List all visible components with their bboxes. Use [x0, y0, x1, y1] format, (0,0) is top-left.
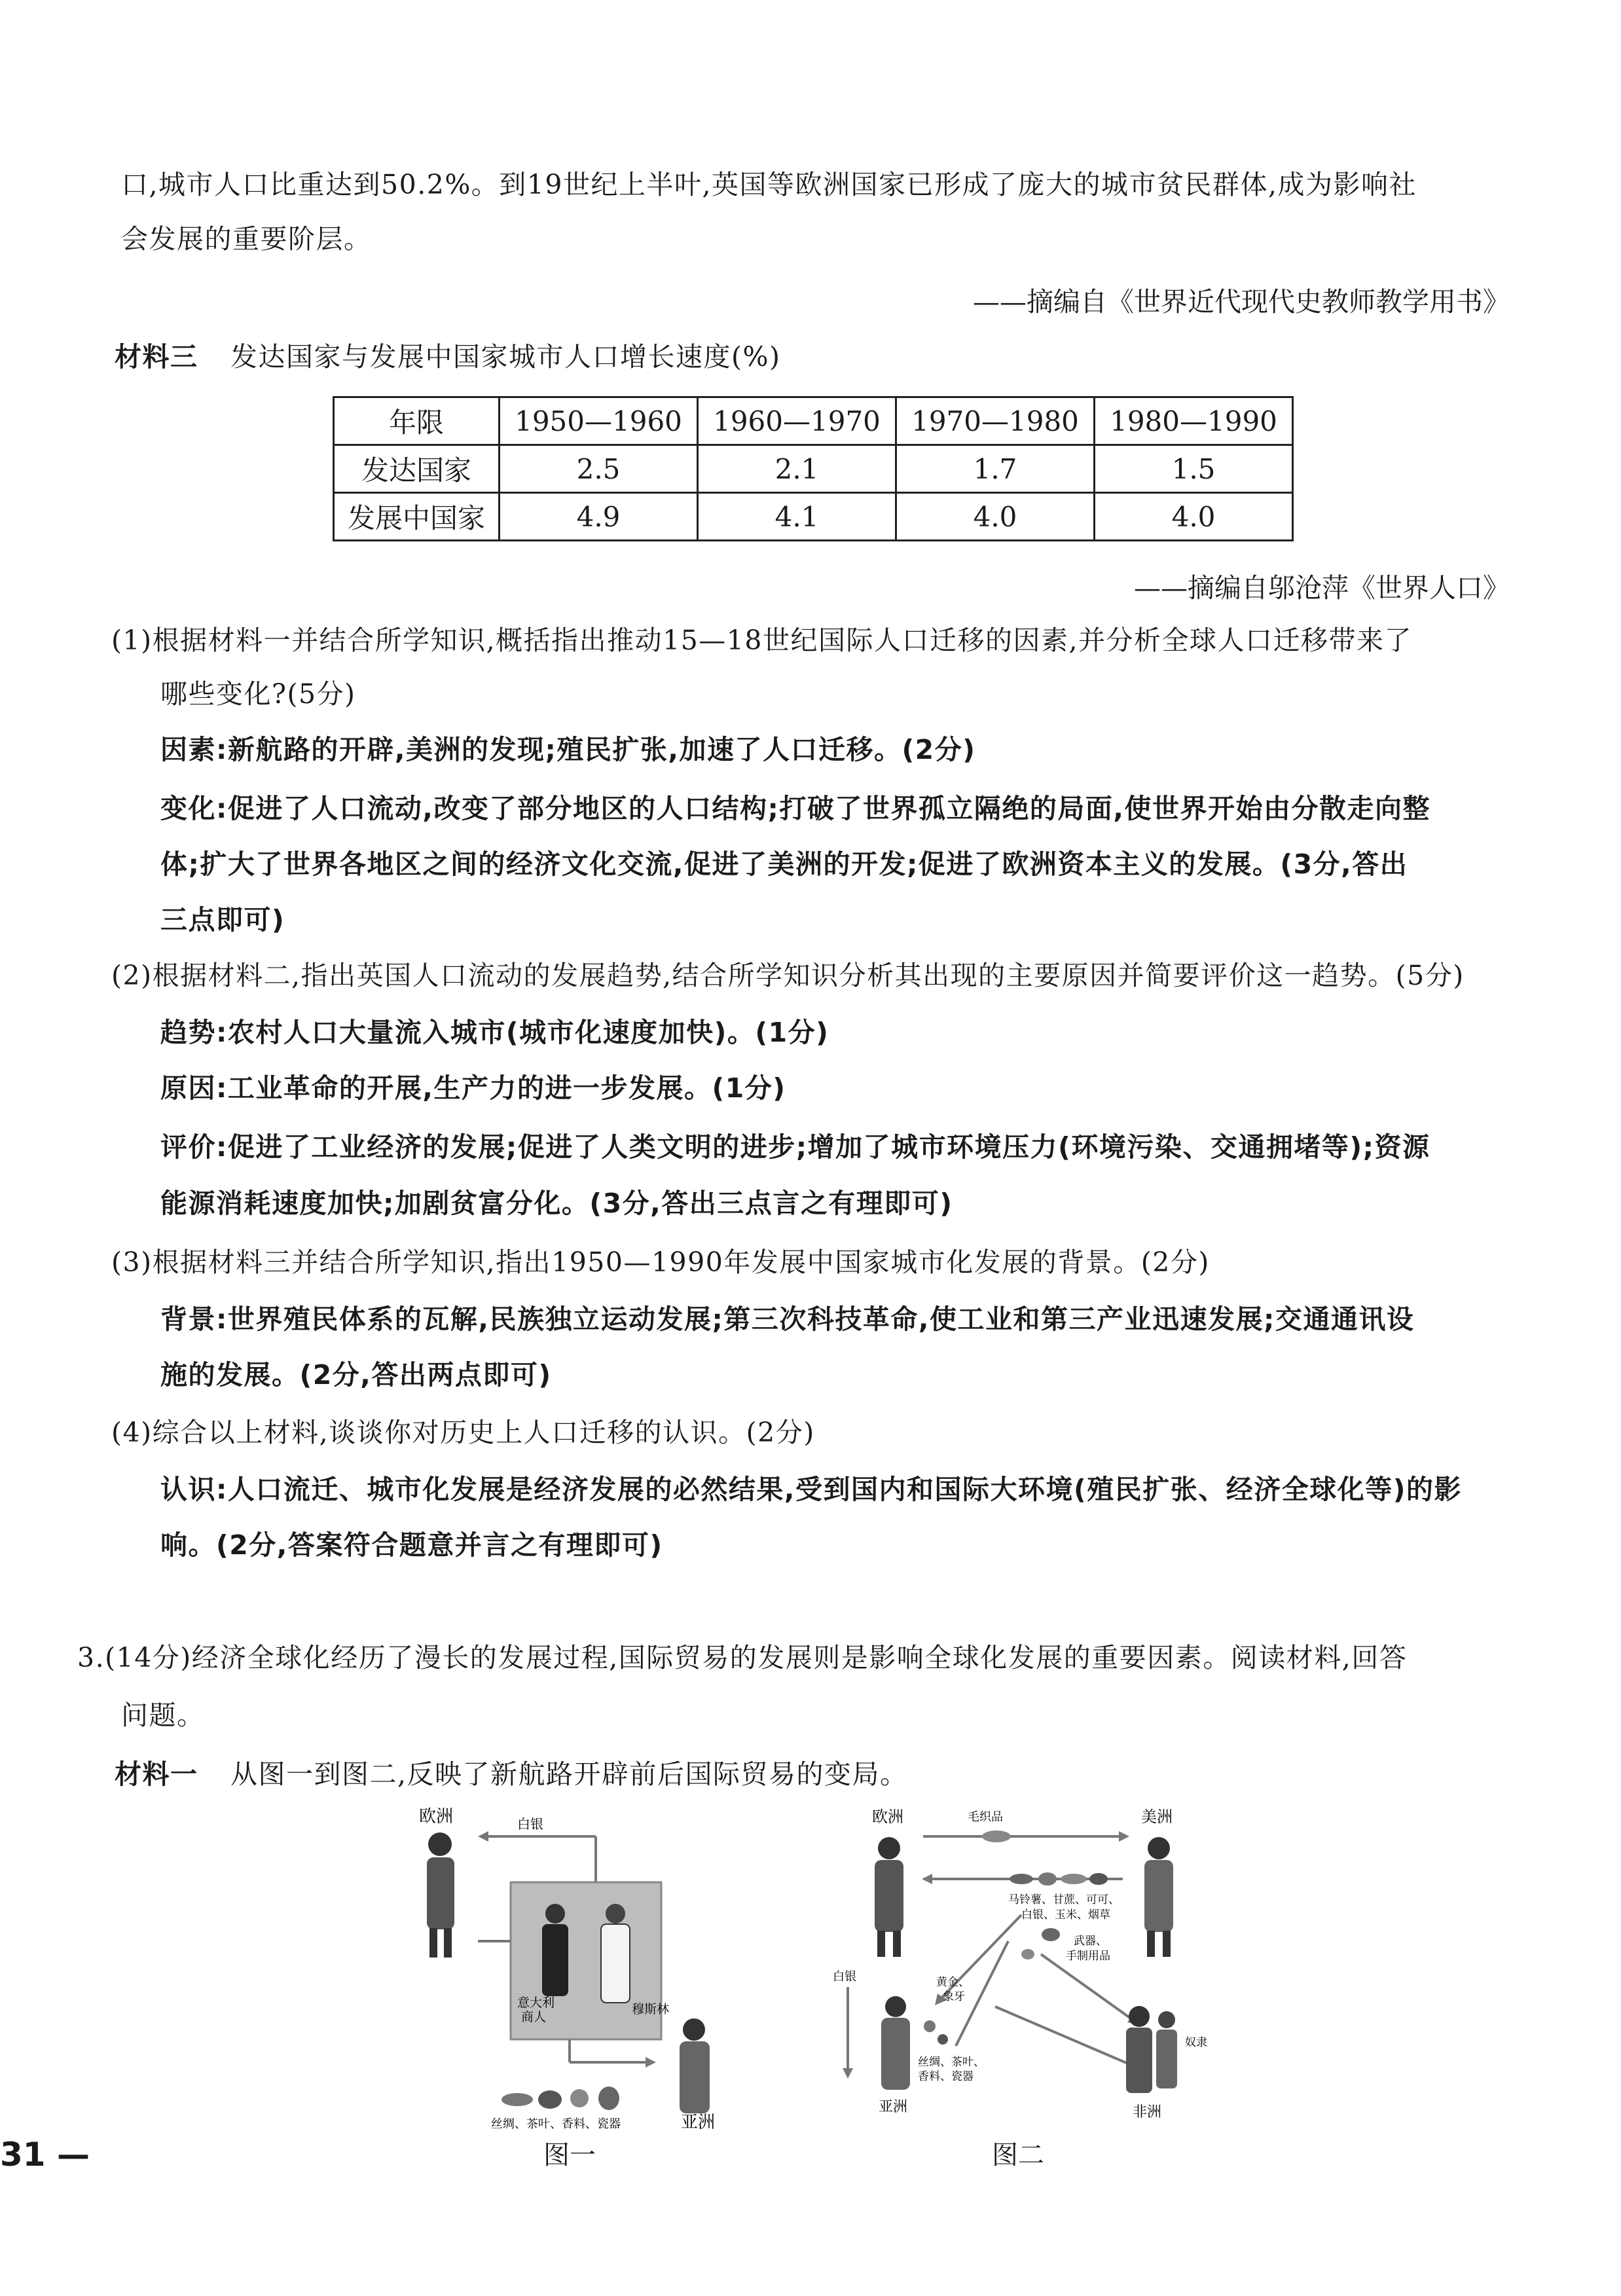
fig1-muslim-label: 穆斯林: [632, 2002, 670, 2016]
population-growth-table: [333, 396, 1294, 541]
intro-line-1: 口,城市人口比重达到50.2%。到19世纪上半叶,英国等欧洲国家已形成了庞大的城市贫民群体,成为影响社: [121, 169, 1417, 200]
table-cell: 1.7: [896, 445, 1095, 493]
fig1-europe-label: 欧洲: [419, 1807, 454, 1827]
fig2-slaves-label: 奴隶: [1185, 2036, 1207, 2049]
fig2-europe-figure-icon: [875, 1837, 903, 1957]
asia-figure-icon: [680, 2018, 710, 2113]
problem-3-line-1: 3.(14分)经济全球化经历了漫长的发展过程,国际贸易的发展则是影响全球化发展的重要因素。阅读材料,回答: [77, 1642, 1408, 1673]
material3-label: 材料三: [115, 341, 198, 373]
fig1-asia-label: 亚洲: [681, 2113, 716, 2131]
fig2-goods2-label: 香料、瓷器: [918, 2070, 974, 2083]
fig1-goods-icon: [501, 2086, 619, 2110]
fig2-asia-label: 亚洲: [879, 2099, 908, 2115]
fig2-ivory-label: 象牙: [943, 1990, 965, 2003]
question-4-line-1: (4)综合以上材料,谈谈你对历史上人口迁移的认识。(2分): [111, 1417, 815, 1448]
table-header-cell: 年限: [334, 397, 500, 445]
answer-3-background-2: 施的发展。(2分,答出两点即可): [160, 1359, 552, 1391]
fig2-america-label: 美洲: [1141, 1808, 1173, 1826]
europe-figure-icon: [427, 1832, 454, 1958]
figure-2-trade-after-new-routes: [825, 1804, 1231, 2131]
fig1-merchant-label: 商人: [521, 2010, 547, 2024]
table-cell: 发展中国家: [334, 493, 500, 541]
question-1-line-2: 哪些变化?(5分): [160, 678, 356, 710]
problem-3-line-2: 问题。: [121, 1700, 205, 1731]
table-row: [334, 445, 1293, 493]
table-header-cell: 1960—1970: [698, 397, 896, 445]
intro-line-2: 会发展的重要阶层。: [121, 223, 372, 255]
problem-3-material-1-label: 材料一: [115, 1758, 198, 1790]
answer-4-view-1: 认识:人口流迁、城市化发展是经济发展的必然结果,受到国内和国际大环境(殖民扩张、经济全球化等)的影: [160, 1474, 1462, 1505]
figure-2-caption: 图二: [992, 2140, 1044, 2170]
question-1-line-1: (1)根据材料一并结合所学知识,概括指出推动15—18世纪国际人口迁移的因素,并分析全球人口迁移带来了: [111, 625, 1412, 656]
table-cell: 4.0: [1095, 493, 1293, 541]
figure-1-caption: 图一: [543, 2140, 596, 2170]
table-header-cell: 1980—1990: [1095, 397, 1293, 445]
fig2-goods-row-icon: [982, 1831, 1108, 1886]
fig2-europe-label: 欧洲: [872, 1808, 903, 1826]
answer-4-view-2: 响。(2分,答案符合题意并言之有理即可): [160, 1529, 663, 1561]
table-header-cell: 1950—1960: [500, 397, 698, 445]
table-cell: 1.5: [1095, 445, 1293, 493]
answer-3-background-1: 背景:世界殖民体系的瓦解,民族独立运动发展;第三次科技革命,使工业和第三产业迅速发展;交通通讯设: [160, 1303, 1415, 1335]
fig1-silver-label: 白银: [517, 1816, 543, 1832]
fig2-silver-label: 白银: [833, 1970, 856, 1984]
answer-1-factors: 因素:新航路的开辟,美洲的发现;殖民扩张,加速了人口迁移。(2分): [160, 734, 976, 765]
fig2-goods1-label: 丝绸、茶叶、: [918, 2056, 985, 2069]
table-cell: 2.5: [500, 445, 698, 493]
material3-source: ——摘编自邬沧萍《世界人口》: [1134, 572, 1510, 604]
page-number: 31 —: [0, 2136, 90, 2174]
table-cell: 4.0: [896, 493, 1095, 541]
fig2-asia-goods-icon: [924, 2020, 948, 2045]
table-row: [334, 493, 1293, 541]
fig2-handicraft-label: 手制用品: [1066, 1950, 1110, 1963]
answer-1-changes-1: 变化:促进了人口流动,改变了部分地区的人口结构;打破了世界孤立隔绝的局面,使世界开始由分散走向整: [160, 793, 1430, 824]
fig1-italian-label: 意大利: [517, 1995, 555, 2010]
table-cell: 4.9: [500, 493, 698, 541]
answer-1-changes-3: 三点即可): [160, 904, 285, 936]
question-2-line-1: (2)根据材料二,指出英国人口流动的发展趋势,结合所学知识分析其出现的主要原因并简要评价这一趋势。(5分): [111, 960, 1465, 991]
fig2-asia-figure-icon: [881, 1996, 910, 2090]
table-header-cell: 1970—1980: [896, 397, 1095, 445]
fig2-weapons-label: 武器、: [1074, 1935, 1107, 1948]
answer-2-evaluation-1: 评价:促进了工业经济的发展;促进了人类文明的进步;增加了城市环境压力(环境污染、交通拥堵等);资源: [160, 1131, 1430, 1163]
fig2-potato-label: 马铃薯、甘蔗、可可、: [1008, 1893, 1120, 1906]
fig2-silver-tobacco-label: 白银、玉米、烟草: [1021, 1908, 1110, 1922]
answer-2-cause: 原因:工业革命的开展,生产力的进一步发展。(1分): [160, 1072, 786, 1104]
problem-3-material-1-text: 从图一到图二,反映了新航路开辟前后国际贸易的变局。: [230, 1758, 908, 1790]
table-cell: 2.1: [698, 445, 896, 493]
fig2-gold-label: 黄金、: [936, 1976, 970, 1989]
question-3-line-1: (3)根据材料三并结合所学知识,指出1950—1990年发展中国家城市化发展的背景。(2分): [111, 1247, 1210, 1278]
answer-2-trend: 趋势:农村人口大量流入城市(城市化速度加快)。(1分): [160, 1017, 829, 1048]
fig2-africa-label: 非洲: [1133, 2104, 1162, 2121]
material3-title: 发达国家与发展中国家城市人口增长速度(%): [230, 341, 781, 373]
figure-1-trade-before-new-routes: [399, 1804, 746, 2131]
intro-source: ——摘编自《世界近代现代史教师教学用书》: [973, 286, 1510, 318]
fig2-wool-label: 毛织品: [968, 1810, 1003, 1824]
answer-1-changes-2: 体;扩大了世界各地区之间的经济文化交流,促进了美洲的开发;促进了欧洲资本主义的发展。(3分,答出: [160, 848, 1408, 880]
fig2-america-figure-icon: [1144, 1837, 1173, 1957]
table-cell: 发达国家: [334, 445, 500, 493]
table-header-row: [334, 397, 1293, 445]
fig2-africa-figure-icon: [1126, 2006, 1177, 2093]
fig1-goods-label: 丝绸、茶叶、香料、瓷器: [491, 2117, 621, 2131]
table-cell: 4.1: [698, 493, 896, 541]
answer-2-evaluation-2: 能源消耗速度加快;加剧贫富分化。(3分,答出三点言之有理即可): [160, 1188, 953, 1219]
